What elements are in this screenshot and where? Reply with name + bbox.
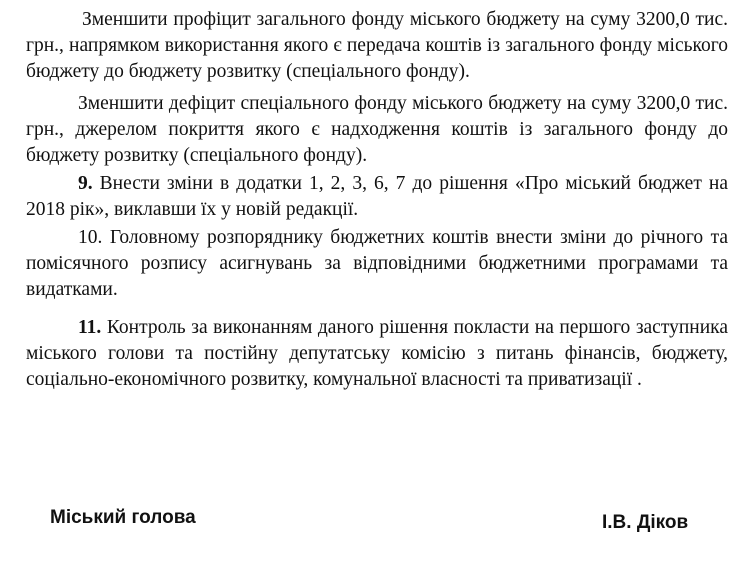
item-number: 9. — [78, 173, 93, 194]
item-number: 10 — [78, 227, 98, 248]
paragraph-reduce-surplus — [26, 7, 728, 85]
paragraph-text: Зменшити дефіцит спеціального фонду міського бюджету на суму 3200,0 тис. грн., джерелом покриття якого є надходження коштів із загального фонду до бюджету розвитку (спеціального фонду). — [26, 93, 728, 166]
signature-name: І.В. Діков — [602, 512, 689, 533]
paragraph-reduce-deficit — [26, 91, 728, 169]
paragraph-text: Внести зміни в додатки 1, 2, 3, 6, 7 до рішення «Про міський бюджет на 2018 рік», виклавши їх у новій редакції. — [26, 173, 728, 220]
signature-title: Міський голова — [50, 507, 196, 528]
paragraph-item-10 — [26, 225, 728, 303]
paragraph-item-9 — [26, 171, 728, 223]
item-number: 11. — [78, 317, 102, 338]
paragraph-item-11 — [26, 315, 728, 393]
paragraph-text: Контроль за виконанням даного рішення покласти на першого заступника міського голови та постійну депутатську комісію з питань фінансів, бюджету, соціально-економічного розвитку, комунальної власності та приватизації . — [26, 317, 728, 390]
paragraph-text: Зменшити профіцит загального фонду міського бюджету на суму 3200,0 тис. грн., напрямком використання якого є передача коштів із загального фонду міського бюджету до бюджету розвитку (спеціального фонду). — [26, 9, 728, 82]
document-body — [26, 7, 728, 393]
paragraph-text: . Головному розпоряднику бюджетних коштів внести зміни до річного та помісячного розпису асигнувань за відповідними бюджетними програмами та видатками. — [26, 227, 728, 300]
